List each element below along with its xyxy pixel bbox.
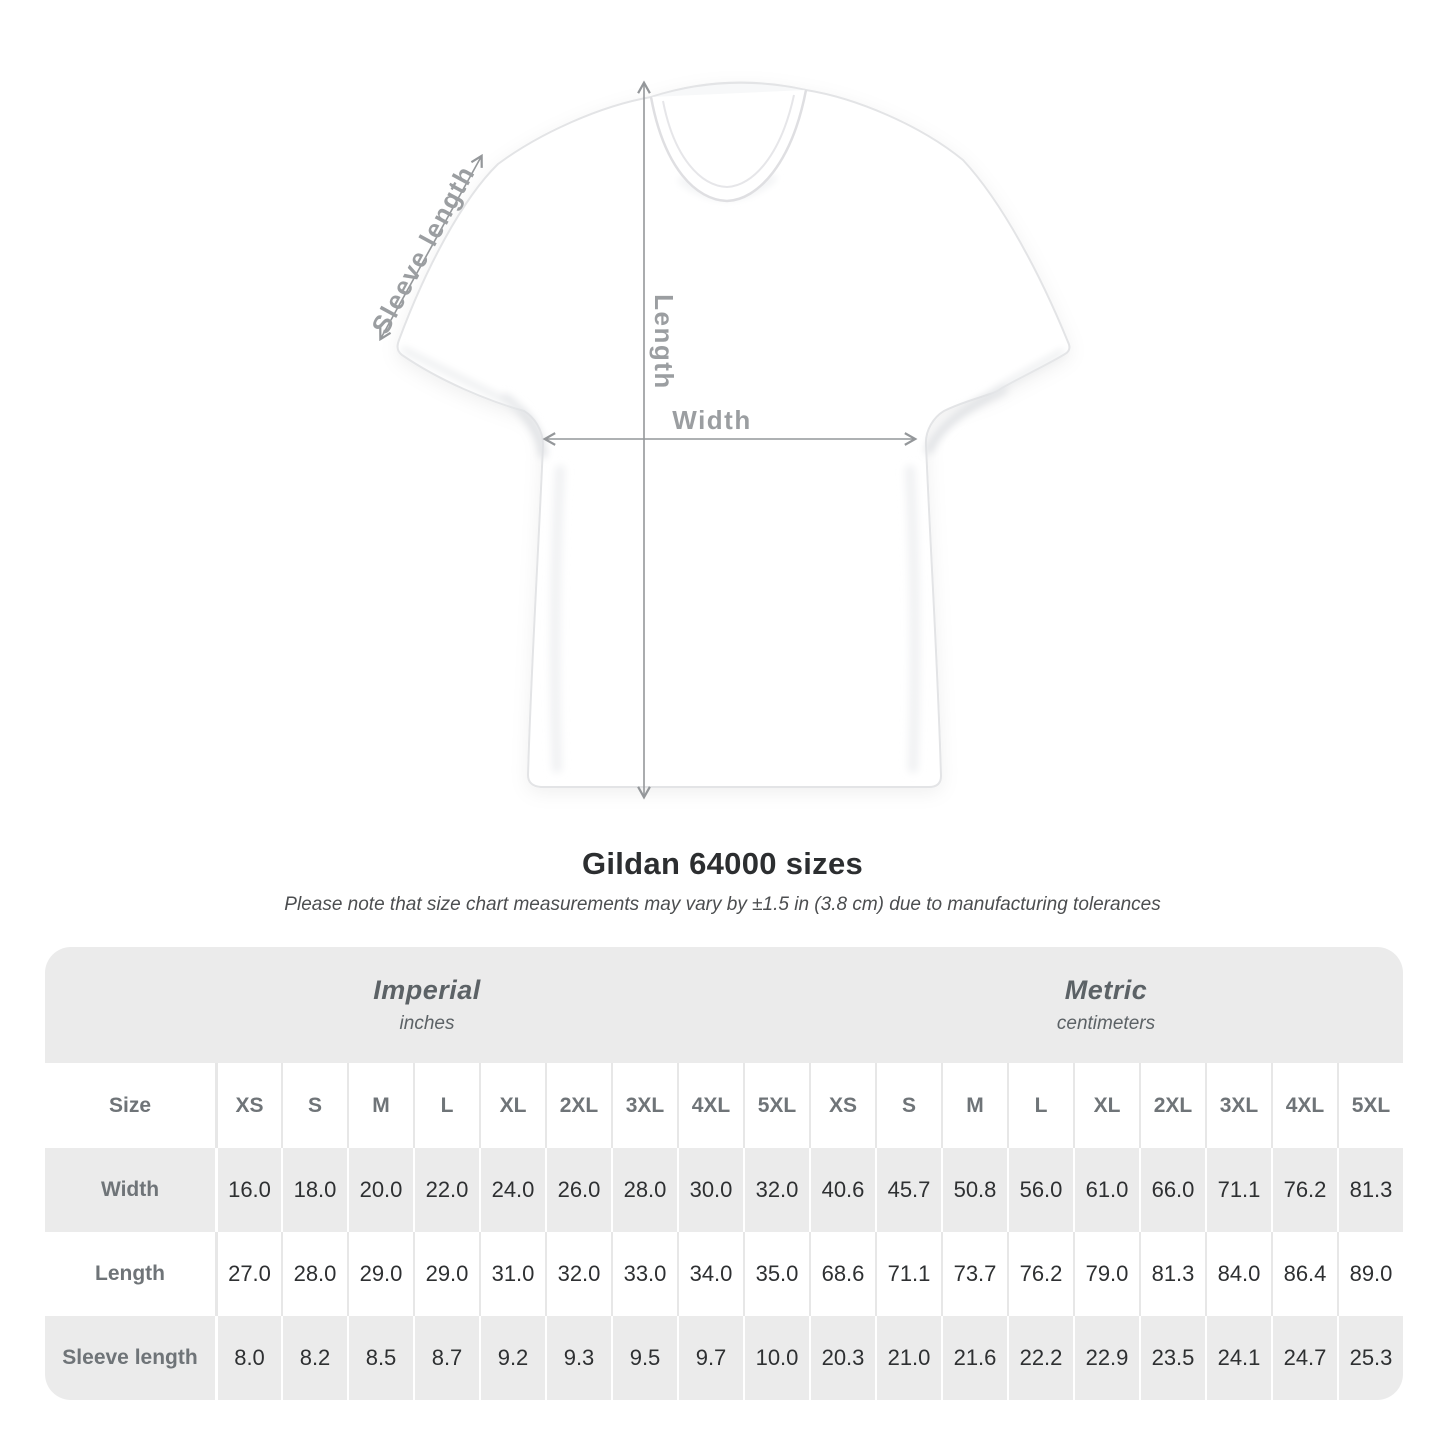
metric-value-cell: 81.3: [1337, 1148, 1403, 1232]
imperial-value-cell: 8.2: [281, 1316, 347, 1400]
size-header-imperial-xl: XL: [479, 1063, 545, 1148]
sleeve-length-label: Sleeve length: [365, 160, 481, 339]
row-label-width: Width: [45, 1148, 215, 1232]
imperial-value-cell: 29.0: [347, 1232, 413, 1316]
imperial-value-cell: 29.0: [413, 1232, 479, 1316]
metric-title: Metric: [1064, 975, 1148, 1005]
imperial-value-cell: 8.0: [215, 1316, 281, 1400]
metric-value-cell: 81.3: [1139, 1232, 1205, 1316]
metric-value-cell: 21.0: [875, 1316, 941, 1400]
metric-unit: centimeters: [1056, 1013, 1156, 1034]
metric-value-cell: 71.1: [875, 1232, 941, 1316]
imperial-value-cell: 35.0: [743, 1232, 809, 1316]
metric-value-cell: 86.4: [1271, 1232, 1337, 1316]
imperial-value-cell: 8.5: [347, 1316, 413, 1400]
metric-value-cell: 84.0: [1205, 1232, 1271, 1316]
metric-value-cell: 50.8: [941, 1148, 1007, 1232]
metric-value-cell: 24.7: [1271, 1316, 1337, 1400]
imperial-value-cell: 30.0: [677, 1148, 743, 1232]
tolerance-note: Please note that size chart measurements may vary by ±1.5 in (3.8 cm) due to manufacturing tolerances: [284, 894, 1161, 915]
metric-value-cell: 66.0: [1139, 1148, 1205, 1232]
metric-value-cell: 68.6: [809, 1232, 875, 1316]
size-column-label: Size: [45, 1063, 215, 1148]
size-header-imperial-3xl: 3XL: [611, 1063, 677, 1148]
imperial-value-cell: 27.0: [215, 1232, 281, 1316]
metric-value-cell: 23.5: [1139, 1316, 1205, 1400]
metric-value-cell: 76.2: [1007, 1232, 1073, 1316]
imperial-value-cell: 9.5: [611, 1316, 677, 1400]
size-header-imperial-l: L: [413, 1063, 479, 1148]
length-label: Length: [649, 294, 679, 390]
metric-value-cell: 76.2: [1271, 1148, 1337, 1232]
imperial-value-cell: 26.0: [545, 1148, 611, 1232]
size-header-metric-l: L: [1007, 1063, 1073, 1148]
metric-value-cell: 40.6: [809, 1148, 875, 1232]
size-header-imperial-xs: XS: [215, 1063, 281, 1148]
imperial-value-cell: 34.0: [677, 1232, 743, 1316]
imperial-value-cell: 32.0: [545, 1232, 611, 1316]
size-header-metric-2xl: 2XL: [1139, 1063, 1205, 1148]
imperial-value-cell: 24.0: [479, 1148, 545, 1232]
imperial-value-cell: 32.0: [743, 1148, 809, 1232]
imperial-unit: inches: [399, 1013, 455, 1034]
metric-value-cell: 24.1: [1205, 1316, 1271, 1400]
metric-value-cell: 22.2: [1007, 1316, 1073, 1400]
size-header-imperial-5xl: 5XL: [743, 1063, 809, 1148]
row-label-length: Length: [45, 1232, 215, 1316]
metric-value-cell: 61.0: [1073, 1148, 1139, 1232]
imperial-value-cell: 16.0: [215, 1148, 281, 1232]
imperial-value-cell: 22.0: [413, 1148, 479, 1232]
imperial-section-header: [45, 947, 809, 1063]
width-label: Width: [672, 405, 752, 435]
imperial-title: Imperial: [373, 975, 481, 1005]
imperial-value-cell: 28.0: [281, 1232, 347, 1316]
imperial-value-cell: 8.7: [413, 1316, 479, 1400]
imperial-value-cell: 10.0: [743, 1316, 809, 1400]
metric-value-cell: 21.6: [941, 1316, 1007, 1400]
metric-value-cell: 25.3: [1337, 1316, 1403, 1400]
size-header-imperial-m: M: [347, 1063, 413, 1148]
metric-section-header: [809, 947, 1403, 1063]
size-header-imperial-s: S: [281, 1063, 347, 1148]
imperial-value-cell: 9.3: [545, 1316, 611, 1400]
imperial-value-cell: 33.0: [611, 1232, 677, 1316]
size-header-metric-3xl: 3XL: [1205, 1063, 1271, 1148]
size-header-metric-4xl: 4XL: [1271, 1063, 1337, 1148]
imperial-value-cell: 20.0: [347, 1148, 413, 1232]
size-header-imperial-4xl: 4XL: [677, 1063, 743, 1148]
metric-value-cell: 71.1: [1205, 1148, 1271, 1232]
imperial-value-cell: 31.0: [479, 1232, 545, 1316]
size-header-imperial-2xl: 2XL: [545, 1063, 611, 1148]
imperial-value-cell: 18.0: [281, 1148, 347, 1232]
row-label-sleeve-length: Sleeve length: [45, 1316, 215, 1400]
size-header-metric-xl: XL: [1073, 1063, 1139, 1148]
size-header-metric-s: S: [875, 1063, 941, 1148]
size-header-metric-xs: XS: [809, 1063, 875, 1148]
metric-value-cell: 89.0: [1337, 1232, 1403, 1316]
metric-value-cell: 22.9: [1073, 1316, 1139, 1400]
size-header-metric-m: M: [941, 1063, 1007, 1148]
metric-value-cell: 45.7: [875, 1148, 941, 1232]
size-header-metric-5xl: 5XL: [1337, 1063, 1403, 1148]
imperial-value-cell: 9.2: [479, 1316, 545, 1400]
metric-value-cell: 20.3: [809, 1316, 875, 1400]
size-chart-table: [45, 947, 1403, 1400]
metric-value-cell: 73.7: [941, 1232, 1007, 1316]
metric-value-cell: 56.0: [1007, 1148, 1073, 1232]
metric-value-cell: 79.0: [1073, 1232, 1139, 1316]
imperial-value-cell: 28.0: [611, 1148, 677, 1232]
imperial-value-cell: 9.7: [677, 1316, 743, 1400]
page-title: Gildan 64000 sizes: [581, 846, 864, 881]
